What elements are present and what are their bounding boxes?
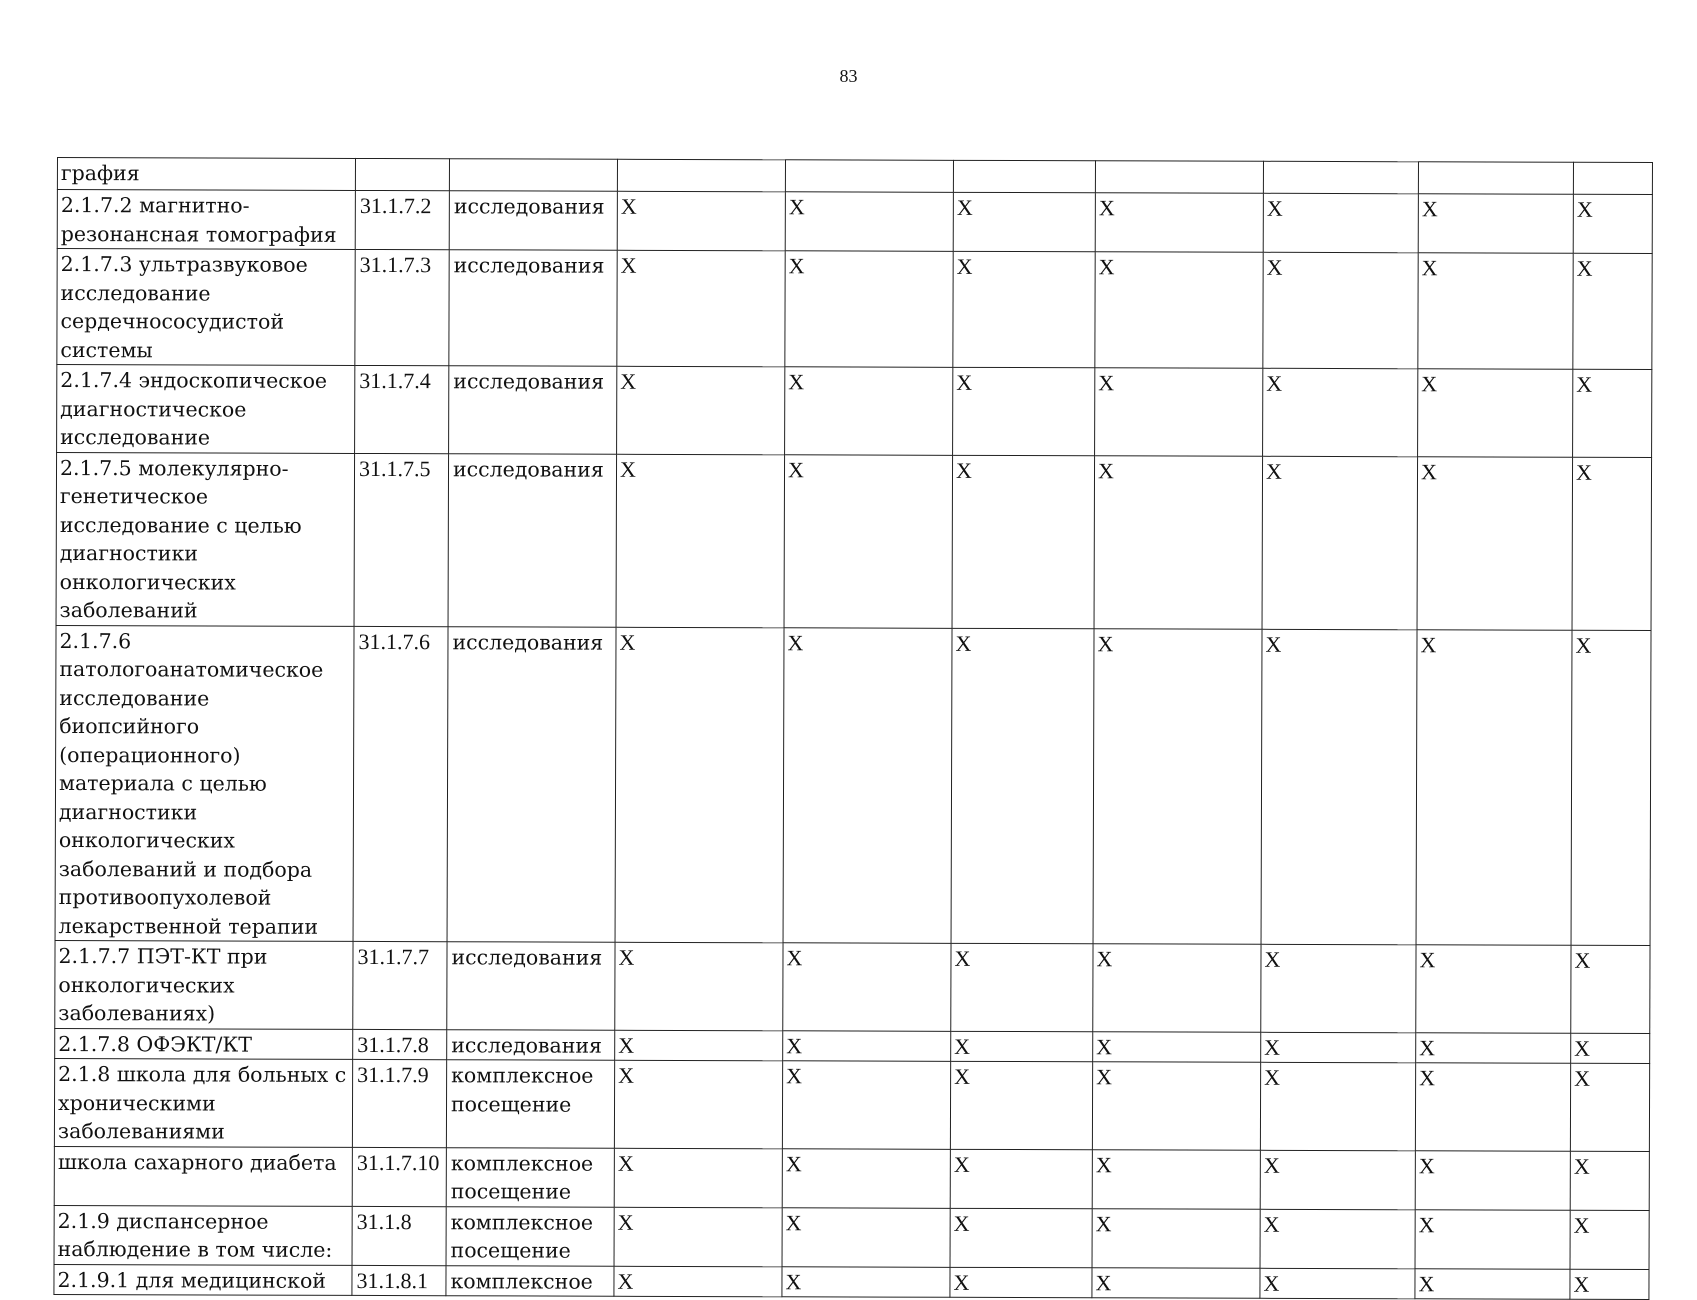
cell-mark: X: [617, 366, 785, 454]
cell-mark: X: [1416, 629, 1572, 945]
cell-mark: X: [1570, 1151, 1649, 1210]
cell-mark: X: [1092, 1149, 1260, 1209]
cell-empty: [1418, 162, 1573, 194]
cell-mark: X: [1261, 944, 1416, 1032]
cell-mark: X: [782, 1061, 950, 1149]
cell-name: 2.1.7.5 молекулярно-генетическое исследование с целью диагностики онкологических заболеваний: [56, 452, 355, 626]
cell-unit: комплексное посещение: [446, 1060, 614, 1148]
table-row: [55, 625, 1651, 946]
cell-mark: X: [1573, 194, 1652, 253]
cell-empty: [1095, 161, 1263, 194]
cell-name: 2.1.7.3 ультразвуковое исследование сердечнососудистой системы: [57, 249, 355, 366]
cell-mark: X: [1573, 253, 1652, 369]
cell-name: 2.1.8 школа для больных с хроническими заболеваниями: [54, 1058, 352, 1146]
cell-unit: комплексное посещение: [446, 1206, 614, 1266]
cell-mark: X: [1570, 1210, 1649, 1269]
cell-mark: X: [614, 1266, 782, 1297]
cell-mark: X: [1573, 369, 1652, 457]
cell-mark: X: [1092, 1062, 1260, 1150]
cell-mark: X: [1260, 1268, 1415, 1299]
cell-mark: X: [1418, 194, 1573, 253]
cell-mark: X: [1095, 193, 1263, 253]
cell-unit: комплексное: [446, 1265, 614, 1296]
cell-name: 2.1.7.6 патологоанатомическое исследование биопсийного (операционного) материала с целью диагностики онкологических заболеваний и подбора противоопухолевой лекарственной терапии: [55, 625, 354, 941]
cell-mark: X: [951, 1031, 1093, 1062]
cell-mark: X: [1418, 253, 1573, 369]
table-row: [54, 1058, 1649, 1151]
cell-mark: X: [1262, 456, 1418, 629]
cell-mark: X: [1260, 1062, 1415, 1150]
cell-mark: X: [617, 250, 785, 367]
cell-unit: исследования: [449, 250, 617, 367]
cell-code: 31.1.7.7: [353, 941, 447, 1029]
cell-mark: X: [1261, 629, 1417, 945]
cell-empty: [449, 159, 617, 192]
cell-mark: X: [1095, 368, 1263, 456]
cell-mark: X: [1263, 252, 1418, 368]
table-row: [57, 190, 1652, 254]
cell-mark: X: [615, 942, 783, 1030]
cell-mark: X: [783, 1030, 951, 1061]
cell-empty: [785, 160, 953, 193]
page-number: 83: [839, 66, 858, 86]
cell-mark: X: [950, 1267, 1092, 1298]
cell-code: 31.1.7.10: [352, 1147, 446, 1206]
cell-mark: X: [953, 251, 1095, 367]
cell-mark: X: [782, 1207, 950, 1267]
cell-mark: X: [1092, 1267, 1260, 1298]
cell-code: 31.1.7.4: [355, 365, 449, 453]
table-row: [57, 365, 1652, 458]
cell-mark: X: [1571, 1033, 1650, 1064]
cell-mark: X: [616, 454, 785, 628]
cell-code: 31.1.7.8: [353, 1029, 447, 1060]
cell-name: 2.1.7.4 эндоскопическое диагностическое исследование: [57, 365, 355, 453]
cell-mark: X: [950, 1149, 1092, 1208]
cell-mark: X: [782, 1148, 950, 1208]
table-row-continuation: [57, 158, 1652, 195]
cell-name: школа сахарного диабета: [54, 1146, 352, 1206]
cell-mark: X: [951, 943, 1093, 1031]
cell-name: графия: [57, 158, 355, 191]
cell-mark: X: [1263, 368, 1418, 456]
cell-mark: X: [615, 1030, 783, 1061]
cell-mark: X: [1260, 1150, 1415, 1209]
cell-mark: X: [1416, 1032, 1571, 1063]
cell-mark: X: [950, 1061, 1092, 1149]
cell-code: 31.1.7.6: [353, 626, 448, 942]
cell-code: 31.1.8: [352, 1206, 446, 1265]
cell-mark: X: [617, 191, 785, 251]
table-row: [57, 249, 1652, 370]
table-row: [54, 1264, 1649, 1300]
cell-unit: исследования: [447, 942, 615, 1030]
cell-mark: X: [1261, 1032, 1416, 1063]
cell-empty: [953, 160, 1095, 192]
cell-mark: X: [785, 367, 953, 455]
cell-mark: X: [1570, 1063, 1649, 1151]
cell-unit: исследования: [449, 191, 617, 251]
cell-mark: X: [1417, 456, 1573, 629]
cell-mark: X: [785, 251, 953, 368]
cell-mark: X: [1093, 944, 1261, 1032]
cell-code: 31.1.7.3: [355, 249, 449, 365]
cell-mark: X: [1416, 945, 1571, 1033]
cell-empty: [617, 159, 785, 192]
cell-unit: исследования: [449, 366, 617, 454]
cell-mark: X: [1415, 1150, 1570, 1209]
cell-mark: X: [1415, 1268, 1570, 1299]
cell-mark: X: [1094, 455, 1263, 629]
cell-mark: X: [952, 455, 1095, 628]
cell-mark: X: [1260, 1209, 1415, 1268]
cell-code: 31.1.7.5: [354, 453, 449, 626]
cell-unit: исследования: [448, 453, 617, 627]
cell-name: 2.1.7.8 ОФЭКТ/КТ: [55, 1028, 353, 1059]
cell-mark: X: [785, 192, 953, 252]
cell-mark: X: [782, 1266, 950, 1297]
cell-mark: X: [1092, 1208, 1260, 1268]
cell-mark: X: [783, 627, 952, 943]
cell-empty: [1573, 162, 1652, 194]
cell-code: 31.1.8.1: [352, 1265, 446, 1296]
cell-mark: X: [1095, 252, 1263, 369]
cell-mark: X: [783, 943, 951, 1031]
cell-unit: исследования: [447, 1029, 615, 1060]
cell-mark: X: [784, 454, 953, 628]
data-table: [53, 157, 1653, 1300]
cell-mark: X: [614, 1148, 782, 1208]
cell-name: 2.1.9 диспансерное наблюдение в том числе:: [54, 1205, 352, 1265]
data-table-container: [53, 157, 1652, 1300]
table-row: [55, 1028, 1650, 1064]
cell-mark: X: [1570, 1269, 1649, 1300]
cell-code: 31.1.7.2: [355, 190, 449, 249]
cell-mark: X: [1571, 945, 1650, 1033]
cell-mark: X: [953, 367, 1095, 455]
cell-mark: X: [614, 1207, 782, 1267]
table-row: [54, 1146, 1649, 1210]
cell-empty: [1263, 161, 1418, 193]
cell-name: 2.1.7.7 ПЭТ-КТ при онкологических заболеваниях): [55, 940, 353, 1028]
cell-mark: X: [1572, 457, 1652, 630]
cell-mark: X: [1418, 369, 1573, 457]
table-row: [56, 452, 1652, 630]
cell-code: 31.1.7.9: [352, 1059, 446, 1147]
cell-mark: X: [953, 192, 1095, 251]
cell-mark: X: [1415, 1209, 1570, 1268]
cell-empty: [355, 158, 449, 190]
cell-unit: исследования: [447, 626, 616, 942]
table-row: [55, 940, 1650, 1033]
cell-mark: X: [1093, 1031, 1261, 1062]
cell-mark: X: [951, 628, 1094, 944]
table-row: [54, 1205, 1649, 1269]
cell-mark: X: [615, 627, 784, 943]
cell-mark: X: [950, 1208, 1092, 1267]
cell-mark: X: [1571, 630, 1651, 946]
cell-name: 2.1.9.1 для медицинской: [54, 1264, 352, 1295]
cell-name: 2.1.7.2 магнитно-резонансная томография: [57, 190, 355, 250]
cell-mark: X: [1093, 628, 1262, 944]
cell-mark: X: [1415, 1063, 1570, 1151]
cell-mark: X: [614, 1060, 782, 1148]
cell-unit: комплексное посещение: [446, 1147, 614, 1207]
cell-mark: X: [1263, 193, 1418, 252]
table-body: [54, 158, 1653, 1300]
